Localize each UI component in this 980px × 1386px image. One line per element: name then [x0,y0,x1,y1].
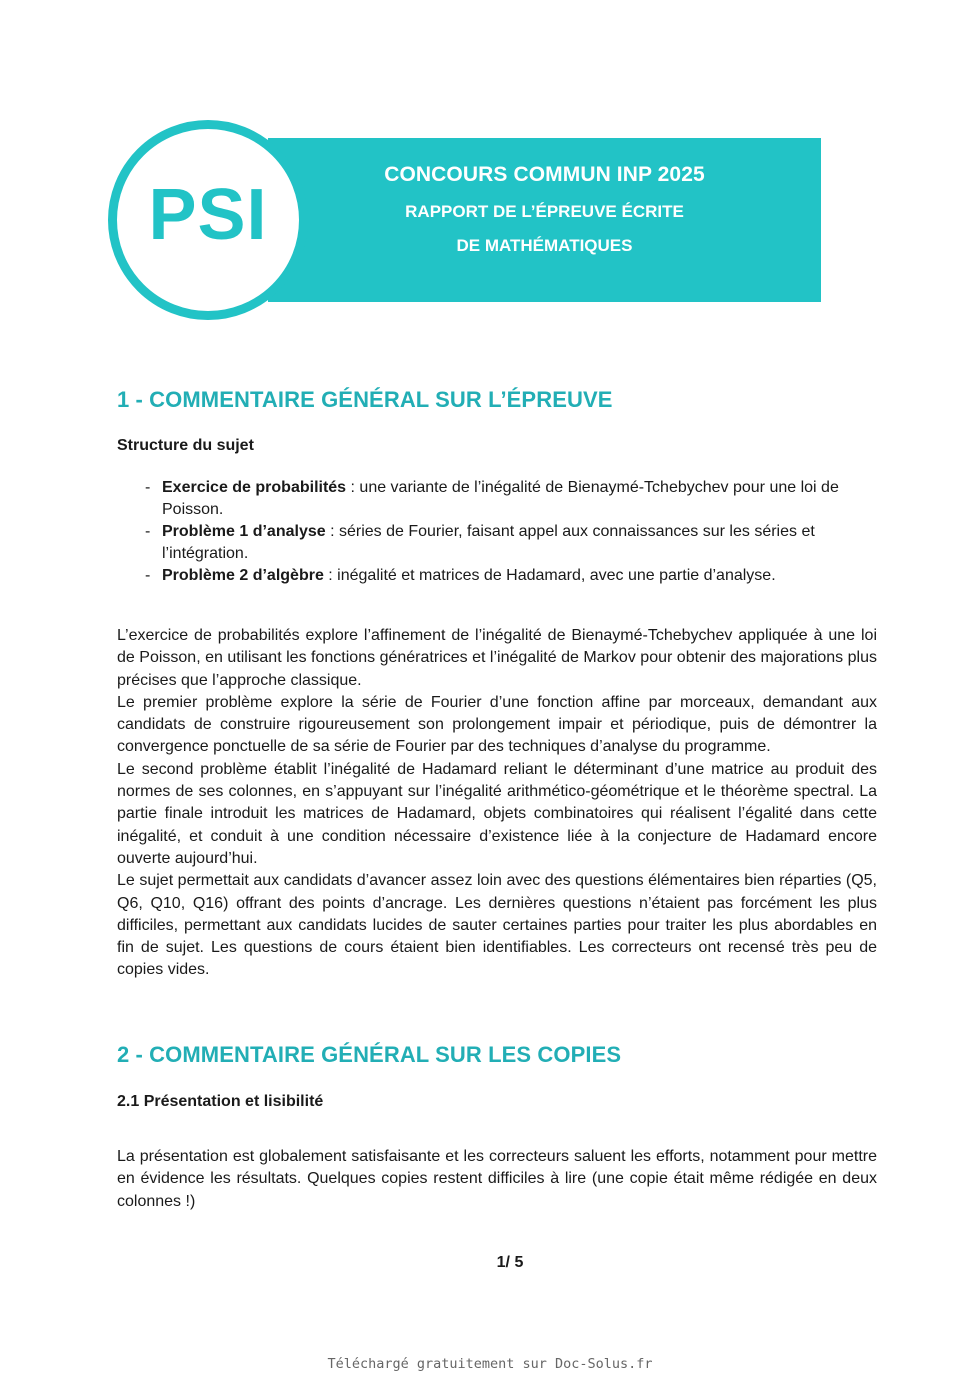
list-dash: - [145,523,151,540]
structure-list [145,477,875,587]
page-number: 1/ 5 [496,1254,524,1271]
list-item-label: Exercice de probabilités [162,479,347,496]
list-dash: - [145,479,151,496]
list-item [145,565,875,587]
paragraph-overview: Le sujet permettait aux candidats d’avancer assez loin avec des questions élémentaires bien réparties (Q5, Q6, Q10, Q16) offrant des points d’ancrage. Les dernières questions n’étaient pas forcément les plus difficiles, permettant aux candidats lucides de sauter certaines parties pour traiter les plus abordables en fin de sujet. Les questions de cours étaient bien identifiables. Les correcteurs ont recensé très peu de copies vides. [117,872,877,979]
psi-logo [108,120,308,320]
download-footer: Téléchargé gratuitement sur Doc-Solus.fr [327,1356,653,1372]
list-item-label: Problème 2 d’algèbre [162,567,324,584]
paragraph-hadamard: Le second problème établit l’inégalité de Hadamard reliant le déterminant d’une matrice au produit des normes de ses colonnes, en s’appuyant sur l’inégalité arithmético-géométrique et le théorème spectral. La partie finale introduit les matrices de Hadamard, objets combinatoires qui réalisent l’égalité dans cette inégalité, et conduit à une condition nécessaire d’existence liée à la conjecture de Hadamard encore ouverte aujourd’hui. [117,760,877,867]
list-item-text: : une variante de l’inégalité de Bienaymé-Tchebychev pour une loi de Poisson. [162,479,839,518]
header-banner [268,138,821,302]
subject-subtitle: DE MATHÉMATIQUES [456,236,633,255]
list-item-text: : inégalité et matrices de Hadamard, avec une partie d’analyse. [323,567,776,584]
paragraph-probability: L’exercice de probabilités explore l’affinement de l’inégalité de Bienaymé-Tchebychev appliquée à une loi de Poisson, en utilisant les fonctions génératrices et l’inégalité de Markov pour obtenir des majorations plus précises que l’approche classique. [117,627,877,689]
list-item-text: : séries de Fourier, faisant appel aux connaissances sur les séries et l’intégration. [162,523,815,562]
list-item [145,477,875,521]
paragraph-fourier: Le premier problème explore la série de Fourier d’une fonction affine par morceaux, demandant aux candidats de construire rigoureusement son prolongement impair et périodique, puis de démontrer la convergence ponctuelle de sa série de Fourier par des techniques d’analyse du programme. [117,693,877,756]
structure-heading: Structure du sujet [117,437,254,454]
list-item-label: Problème 1 d’analyse [162,523,326,540]
logo-text: PSI [148,175,268,255]
list-dash: - [145,567,151,584]
section-2-title: 2 - COMMENTAIRE GÉNÉRAL SUR LES COPIES [117,1042,622,1067]
section-1-title: 1 - COMMENTAIRE GÉNÉRAL SUR L’ÉPREUVE [117,387,613,412]
paragraph-presentation: La présentation est globalement satisfaisante et les correcteurs saluent les efforts, notamment pour mettre en évidence les résultats. Quelques copies restent difficiles à lire (une copie était même rédigée en deux colonnes !) [117,1148,877,1210]
report-subtitle: RAPPORT DE L’ÉPREUVE ÉCRITE [405,202,684,221]
presentation-heading: 2.1 Présentation et lisibilité [117,1093,324,1110]
section-2-body [117,1146,877,1213]
section-1-body [117,625,877,982]
list-item [145,521,875,565]
contest-title: CONCOURS COMMUN INP 2025 [384,163,705,186]
